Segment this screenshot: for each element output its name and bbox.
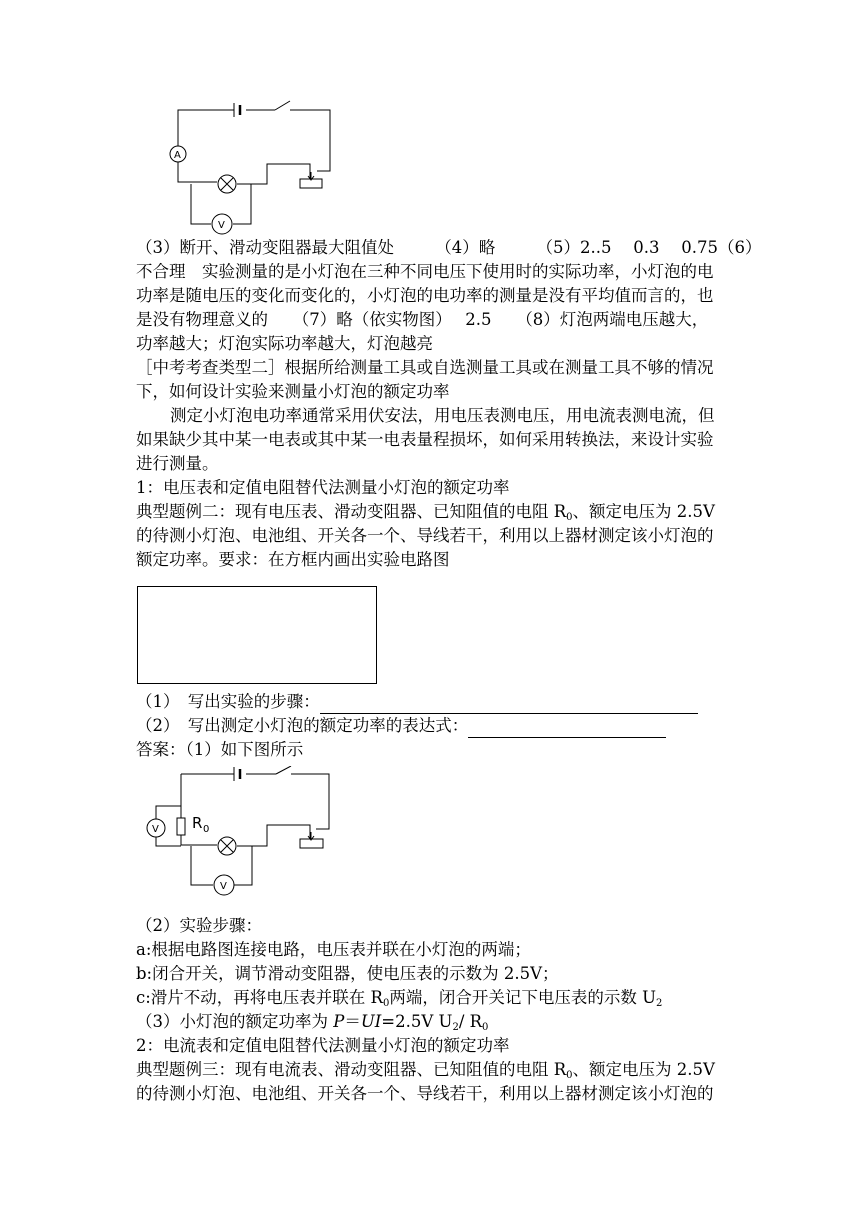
answer-heading: 答案：（1）如下图所示 <box>136 740 304 759</box>
answers-line-5: 功率越大；灯泡实际功率越大，灯泡越亮 <box>136 334 433 353</box>
steps-answer-blank[interactable] <box>320 695 698 714</box>
method1-heading: 1：电压表和定值电阻替代法测量小灯泡的额定功率 <box>136 478 510 497</box>
step-a: a:根据电路图连接电路，电压表并联在小灯泡的两端； <box>136 940 531 959</box>
question-1: （1） 写出实验的步骤： <box>136 690 698 714</box>
type2-line-1: ［中考考查类型二］根据所给测量工具或自选测量工具或在测量工具不够的情况 <box>136 358 714 377</box>
svg-text:A: A <box>174 150 181 161</box>
svg-text:V: V <box>220 881 227 892</box>
steps-title: （2）实验步骤： <box>136 916 262 935</box>
expression-answer-blank[interactable] <box>468 719 666 738</box>
resistor-icon <box>177 818 185 835</box>
type2-line-4: 如果缺少其中某一电表或其中某一电表量程损坏，如何采用转换法，来设计实验 <box>136 430 714 449</box>
circuit-diagram-ammeter <box>150 92 350 242</box>
answers-line-2: 不合理 实验测量的是小灯泡在三种不同电压下使用时的实际功率，小灯泡的电 <box>136 262 714 281</box>
example2-line-2: 的待测小灯泡、电池组、开关各一个、导线若干，利用以上器材测定该小灯泡的 <box>136 526 714 545</box>
svg-text:R: R <box>192 814 203 832</box>
type2-line-3: 测定小灯泡电功率通常采用伏安法，用电压表测电压，用电流表测电流，但 <box>170 406 715 425</box>
svg-text:V: V <box>218 220 225 231</box>
example3-line-1: 典型题例三：现有电流表、滑动变阻器、已知阻值的电阻 $R_0$、额定电压为 2.5V <box>136 1060 715 1081</box>
step-b: b:闭合开关，调节滑动变阻器，使电压表的示数为 2.5V； <box>136 964 559 983</box>
example2-line-1: 典型题例二：现有电压表、滑动变阻器、已知阻值的电阻 $R_0$、额定电压为 2.5V <box>136 502 715 523</box>
svg-text:0: 0 <box>203 824 210 835</box>
question-2: （2） 写出测定小灯泡的额定功率的表达式： <box>136 714 666 738</box>
type2-line-5: 进行测量。 <box>136 454 219 473</box>
answers-line-1: （3）断开、滑动变阻器最大阻值处 （4）略 （5）2..5 0.3 0.75（6） <box>136 238 762 257</box>
type2-line-2: 下，如何设计实验来测量小灯泡的额定功率 <box>136 382 450 401</box>
circuit-drawing-box[interactable] <box>137 586 377 684</box>
example3-line-2: 的待测小灯泡、电池组、开关各一个、导线若干，利用以上器材测定该小灯泡的 <box>136 1084 714 1103</box>
answers-line-4: 是没有物理意义的 （7）略（依实物图） 2.5 （8）灯泡两端电压越大， <box>136 310 709 329</box>
circuit-diagram-resistor <box>140 766 350 900</box>
svg-text:V: V <box>152 824 159 835</box>
step-c: c:滑片不动，再将电压表并联在 $R_0$两端，闭合开关记下电压表的示数 $U_2$ <box>136 988 663 1009</box>
answers-line-3: 功率是随电压的变化而变化的，小灯泡的电功率的测量是没有平均值而言的，也 <box>136 286 714 305</box>
method2-heading: 2：电流表和定值电阻替代法测量小灯泡的额定功率 <box>136 1036 510 1055</box>
power-formula: （3）小灯泡的额定功率为 P＝UI=2.5V $U_2/$ $R_0$ <box>136 1012 489 1033</box>
example2-line-3: 额定功率。要求：在方框内画出实验电路图 <box>136 550 450 569</box>
